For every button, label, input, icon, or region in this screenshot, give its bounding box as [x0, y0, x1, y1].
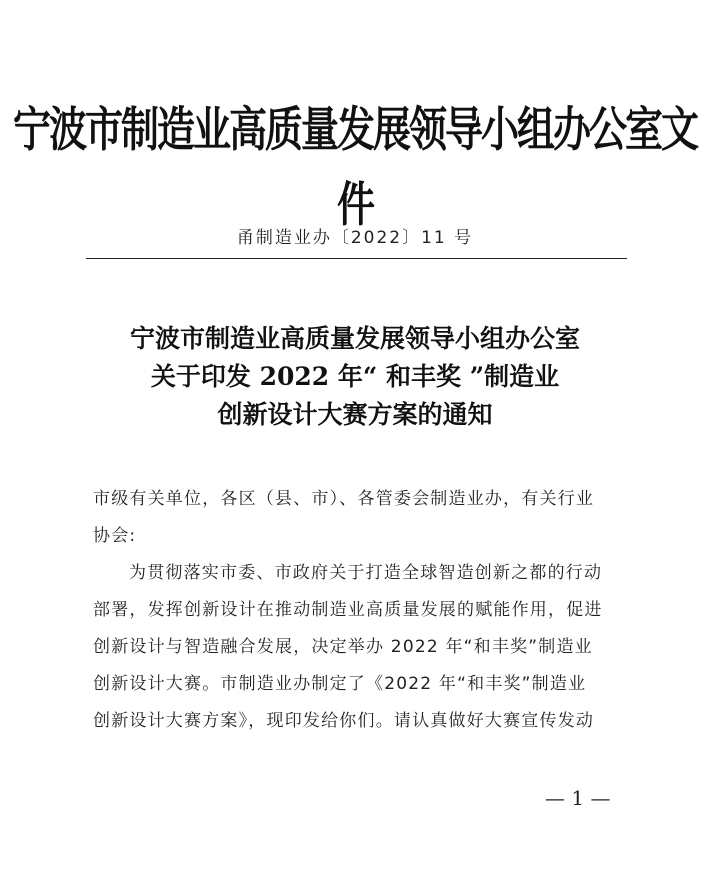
page-number: — 1 — — [545, 786, 611, 810]
document-header-title: 宁波市制造业高质量发展领导小组办公室文件 — [12, 100, 697, 232]
body-line-paragraph-1: 为贯彻落实市委、市政府关于打造全球智造创新之都的行动 — [129, 563, 603, 583]
notice-title-line-1: 宁波市制造业高质量发展领导小组办公室 — [129, 324, 580, 353]
notice-title-line-2: 关于印发 2022 年“ 和丰奖 ”制造业 — [150, 362, 560, 391]
document-number: 甬制造业办〔2022〕11 号 — [236, 228, 474, 248]
body-line-addressee-2: 协会: — [93, 526, 137, 546]
notice-title-line-3: 创新设计大赛方案的通知 — [217, 400, 493, 429]
body-line-paragraph-5: 创新设计大赛方案》，现印发给你们。请认真做好大赛宣传发动 — [93, 711, 595, 731]
notice-body — [93, 481, 623, 740]
body-line-paragraph-2: 部署，发挥创新设计在推动制造业高质量发展的赋能作用，促进 — [93, 600, 603, 620]
body-line-addressee-1: 市级有关单位，各区（县、市）、各管委会制造业办，有关行业 — [93, 489, 595, 509]
body-line-paragraph-3: 创新设计与智造融合发展，决定举办 2022 年“和丰奖”制造业 — [93, 637, 593, 657]
header-divider — [86, 258, 627, 259]
notice-title — [0, 320, 710, 434]
body-line-paragraph-4: 创新设计大赛。市制造业办制定了《2022 年“和丰奖”制造业 — [93, 674, 587, 694]
